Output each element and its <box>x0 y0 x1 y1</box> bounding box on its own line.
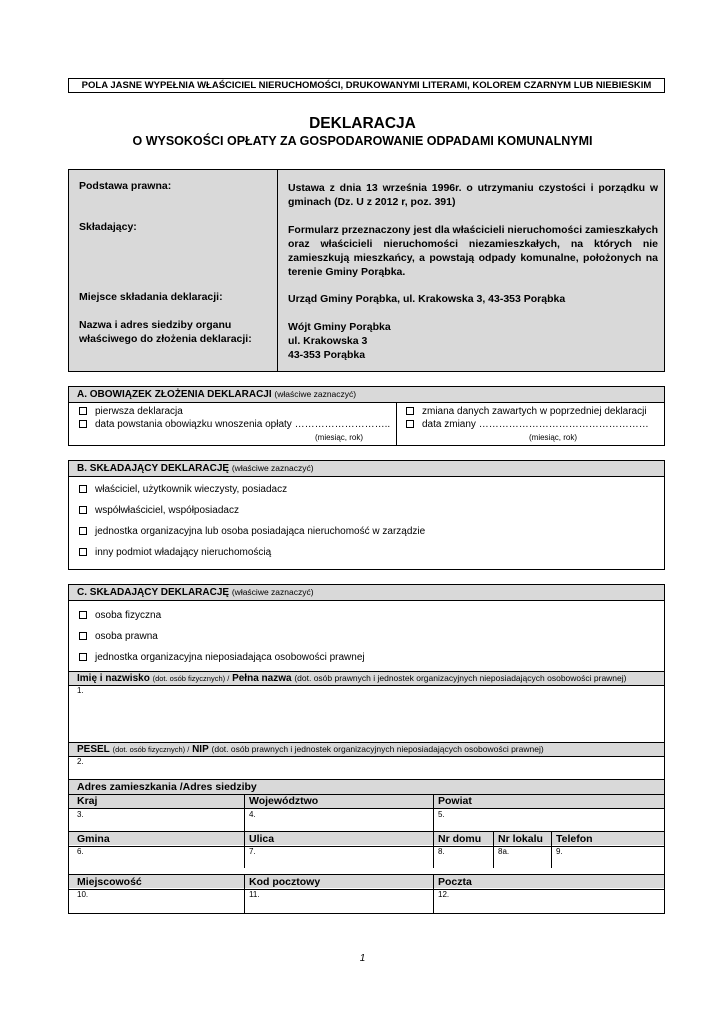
name-field-label: Imię i nazwisko (dot. osób fizycznych) / Pełna nazwa (dot. osób prawnych i jednostek organizacyjnych nieposiadających osobowości prawnej) <box>77 673 627 684</box>
obligation-date-option[interactable]: data powstania obowiązku wnoszenia opłaty ……………………….. <box>79 418 390 431</box>
place-value: Urząd Gminy Porąbka, ul. Krakowska 3, 43-353 Porąbka <box>288 293 566 305</box>
change-date-option[interactable]: data zmiany …………………………………………… <box>406 418 649 431</box>
first-declaration-option[interactable]: pierwsza deklaracja <box>79 405 183 418</box>
post-office-number: 12. <box>438 890 450 899</box>
address-heading: Adres zamieszkania /Adres siedziby <box>77 781 257 793</box>
authority-label: Nazwa i adres siedziby organu właściwego do złożenia deklaracji: <box>79 319 252 345</box>
managing-unit-option[interactable]: jednostka organizacyjna lub osoba posiadająca nieruchomość w zarządzie <box>79 525 425 538</box>
section-b-header: B. SKŁADAJĄCY DEKLARACJĘ (właściwe zaznaczyć) <box>69 461 664 477</box>
city-label: Miejscowość <box>77 876 142 888</box>
country-label: Kraj <box>77 795 98 807</box>
page-number: 1 <box>359 953 366 964</box>
owner-option[interactable]: właściciel, użytkownik wieczysty, posiadacz <box>79 483 287 496</box>
checkbox-icon[interactable] <box>406 420 414 428</box>
house-number-label: Nr domu <box>438 833 482 845</box>
checkbox-icon[interactable] <box>79 485 87 493</box>
authority-address: Wójt Gminy Porąbka ul. Krakowska 3 43-353 Porąbka <box>288 321 391 361</box>
co-owner-option[interactable]: współwłaściciel, współposiadacz <box>79 504 239 517</box>
page-subtitle: O WYSOKOŚCI OPŁATY ZA GOSPODAROWANIE ODPADAMI KOMUNALNYMI <box>132 134 593 148</box>
district-number: 5. <box>438 810 445 819</box>
district-label: Powiat <box>438 795 472 807</box>
pesel-field-number: 2. <box>77 757 84 766</box>
pesel-field-label: PESEL (dot. osób fizycznych) / NIP (dot. osób prawnych i jednostek organizacyjnych nieposiadających osobowości prawnej) <box>77 744 544 755</box>
street-number: 7. <box>249 847 256 856</box>
info-box <box>68 169 665 372</box>
voivodeship-number: 4. <box>249 810 256 819</box>
municipality-label: Gmina <box>77 833 110 845</box>
obligation-date-hint: (miesiąc, rok) <box>315 433 364 442</box>
house-number-number: 8. <box>438 847 445 856</box>
phone-label: Telefon <box>556 833 593 845</box>
checkbox-icon[interactable] <box>79 407 87 415</box>
page-title: DEKLARACJA <box>309 115 416 132</box>
phone-number-number: 9. <box>556 847 563 856</box>
checkbox-icon[interactable] <box>79 548 87 556</box>
submitter-value: Formularz przeznaczony jest dla właścicieli nieruchomości zamieszkałych oraz właścicieli nieruchomości niezamieszkałych, na których nie zamieszkują mieszkańcy, a powstają odpady komunalne, położonych na terenie Gminy Porąbka. <box>288 224 658 278</box>
checkbox-icon[interactable] <box>79 506 87 514</box>
section-a <box>68 386 665 446</box>
natural-person-option[interactable]: osoba fizyczna <box>79 609 161 622</box>
checkbox-icon[interactable] <box>79 611 87 619</box>
voivodeship-label: Województwo <box>249 795 319 807</box>
street-label: Ulica <box>249 833 275 845</box>
apartment-number-label: Nr lokalu <box>498 833 543 845</box>
other-entity-option[interactable]: inny podmiot władający nieruchomością <box>79 546 271 559</box>
country-number: 3. <box>77 810 84 819</box>
postal-code-number: 11. <box>249 890 260 899</box>
city-number: 10. <box>77 890 89 899</box>
checkbox-icon[interactable] <box>79 632 87 640</box>
instruction-banner: POLA JASNE WYPEŁNIA WŁAŚCICIEL NIERUCHOMOŚCI, DRUKOWANYMI LITERAMI, KOLOREM CZARNYM LUB NIEBIESKIM <box>68 78 665 93</box>
basis-value: Ustawa z dnia 13 września 1996r. o utrzymaniu czystości i porządku w gminach (Dz. U z 2012 r, poz. 391) <box>288 182 658 208</box>
section-b <box>68 460 665 570</box>
submitter-label: Składający: <box>79 221 137 233</box>
section-c <box>68 584 665 914</box>
name-field-number: 1. <box>77 686 84 695</box>
checkbox-icon[interactable] <box>79 653 87 661</box>
section-a-header: A. OBOWIĄZEK ZŁOŻENIA DEKLARACJI (właściwe zaznaczyć) <box>69 387 664 403</box>
section-c-header: C. SKŁADAJĄCY DEKLARACJĘ (właściwe zaznaczyć) <box>69 585 664 601</box>
post-office-label: Poczta <box>438 876 472 888</box>
checkbox-icon[interactable] <box>79 420 87 428</box>
pesel-input-area[interactable] <box>69 757 664 779</box>
org-unit-option[interactable]: jednostka organizacyjna nieposiadająca osobowości prawnej <box>79 651 365 664</box>
name-input-area[interactable] <box>69 686 664 742</box>
change-date-hint: (miesiąc, rok) <box>529 433 578 442</box>
change-data-option[interactable]: zmiana danych zawartych w poprzedniej deklaracji <box>406 405 647 418</box>
apartment-number-number: 8a. <box>498 847 510 856</box>
checkbox-icon[interactable] <box>406 407 414 415</box>
municipality-number: 6. <box>77 847 84 856</box>
legal-person-option[interactable]: osoba prawna <box>79 630 158 643</box>
postal-code-label: Kod pocztowy <box>249 876 321 888</box>
place-label: Miejsce składania deklaracji: <box>79 291 223 303</box>
basis-label: Podstawa prawna: <box>79 180 172 192</box>
checkbox-icon[interactable] <box>79 527 87 535</box>
